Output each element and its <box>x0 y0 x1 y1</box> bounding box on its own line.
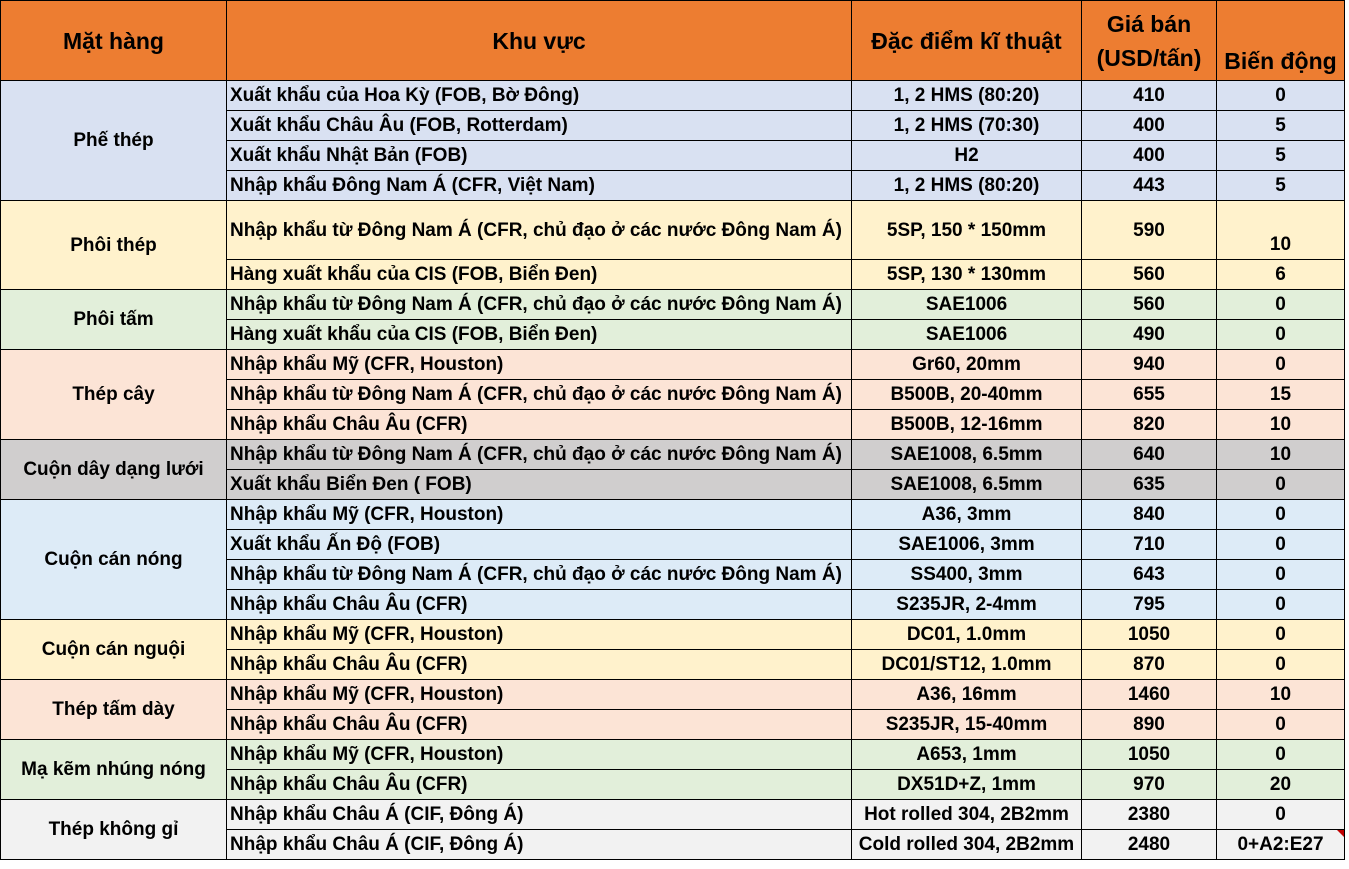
spec-cell[interactable]: SAE1006 <box>852 290 1082 320</box>
change-cell[interactable]: 0 <box>1217 710 1345 740</box>
group-hot-rolled-coil <box>1 500 1345 620</box>
region-cell[interactable]: Xuất khẩu Biển Đen ( FOB) <box>227 470 852 500</box>
comment-indicator-icon <box>1337 830 1344 837</box>
table-row <box>1 201 1345 260</box>
region-cell[interactable]: Nhập khẩu Châu Á (CIF, Đông Á) <box>227 800 852 830</box>
price-cell[interactable]: 710 <box>1082 530 1217 560</box>
spec-cell[interactable]: 1, 2 HMS (70:30) <box>852 111 1082 141</box>
header-change[interactable]: Biến động <box>1217 1 1345 81</box>
region-cell[interactable]: Xuất khẩu của Hoa Kỳ (FOB, Bờ Đông) <box>227 81 852 111</box>
region-cell[interactable]: Xuất khẩu Nhật Bản (FOB) <box>227 141 852 171</box>
table-row <box>1 620 1345 650</box>
category-cell[interactable]: Cuộn cán nguội <box>1 620 227 680</box>
region-cell[interactable]: Nhập khẩu Châu Âu (CFR) <box>227 590 852 620</box>
spec-cell[interactable]: Cold rolled 304, 2B2mm <box>852 830 1082 860</box>
spec-cell[interactable]: SAE1008, 6.5mm <box>852 470 1082 500</box>
price-cell[interactable]: 2480 <box>1082 830 1217 860</box>
change-cell[interactable]: 6 <box>1217 260 1345 290</box>
price-cell[interactable]: 890 <box>1082 710 1217 740</box>
change-cell[interactable]: 0 <box>1217 500 1345 530</box>
header-price-line2: (USD/tấn) <box>1096 44 1202 71</box>
spec-cell[interactable]: S235JR, 15-40mm <box>852 710 1082 740</box>
spec-cell[interactable]: H2 <box>852 141 1082 171</box>
spec-cell[interactable]: A36, 16mm <box>852 680 1082 710</box>
price-cell[interactable]: 560 <box>1082 290 1217 320</box>
price-cell[interactable]: 970 <box>1082 770 1217 800</box>
spec-cell[interactable]: 5SP, 150 * 150mm <box>852 201 1082 260</box>
category-cell[interactable]: Cuộn cán nóng <box>1 500 227 620</box>
price-cell[interactable]: 795 <box>1082 590 1217 620</box>
group-stainless <box>1 800 1345 860</box>
price-cell[interactable]: 400 <box>1082 141 1217 171</box>
spec-cell[interactable]: S235JR, 2-4mm <box>852 590 1082 620</box>
region-cell[interactable]: Nhập khẩu Mỹ (CFR, Houston) <box>227 680 852 710</box>
change-cell[interactable]: 0 <box>1217 560 1345 590</box>
group-cold-rolled-coil <box>1 620 1345 680</box>
region-cell[interactable]: Nhập khẩu từ Đông Nam Á (CFR, chủ đạo ở các nước Đông Nam Á) <box>227 290 852 320</box>
table-row <box>1 440 1345 470</box>
header-product[interactable]: Mặt hàng <box>1 1 227 81</box>
spec-cell[interactable]: DC01, 1.0mm <box>852 620 1082 650</box>
category-cell[interactable]: Phế thép <box>1 81 227 201</box>
price-cell[interactable]: 635 <box>1082 470 1217 500</box>
change-cell[interactable]: 0 <box>1217 620 1345 650</box>
table-row <box>1 290 1345 320</box>
region-cell[interactable]: Nhập khẩu Châu Á (CIF, Đông Á) <box>227 830 852 860</box>
price-cell[interactable]: 655 <box>1082 380 1217 410</box>
region-cell[interactable]: Nhập khẩu Châu Âu (CFR) <box>227 710 852 740</box>
change-cell[interactable]: 10 <box>1217 201 1345 260</box>
spec-cell[interactable]: A36, 3mm <box>852 500 1082 530</box>
change-cell[interactable]: 0 <box>1217 350 1345 380</box>
region-cell[interactable]: Nhập khẩu Châu Âu (CFR) <box>227 650 852 680</box>
category-cell[interactable]: Thép tấm dày <box>1 680 227 740</box>
spec-cell[interactable]: 5SP, 130 * 130mm <box>852 260 1082 290</box>
region-cell[interactable]: Nhập khẩu Châu Âu (CFR) <box>227 770 852 800</box>
region-cell[interactable]: Nhập khẩu từ Đông Nam Á (CFR, chủ đạo ở các nước Đông Nam Á) <box>227 440 852 470</box>
header-price-line1: Giá bán <box>1106 10 1192 37</box>
table-row <box>1 500 1345 530</box>
price-cell[interactable]: 490 <box>1082 320 1217 350</box>
spec-cell[interactable]: SAE1006 <box>852 320 1082 350</box>
region-cell[interactable]: Nhập khẩu Đông Nam Á (CFR, Việt Nam) <box>227 171 852 201</box>
region-cell[interactable]: Xuất khẩu Châu Âu (FOB, Rotterdam) <box>227 111 852 141</box>
region-cell[interactable]: Nhập khẩu Mỹ (CFR, Houston) <box>227 740 852 770</box>
price-cell[interactable]: 820 <box>1082 410 1217 440</box>
change-cell[interactable] <box>1217 830 1345 860</box>
change-cell[interactable]: 0 <box>1217 740 1345 770</box>
spec-cell[interactable]: SAE1008, 6.5mm <box>852 440 1082 470</box>
group-wire-rod <box>1 440 1345 500</box>
spec-cell[interactable]: DX51D+Z, 1mm <box>852 770 1082 800</box>
table-row <box>1 680 1345 710</box>
price-cell[interactable]: 400 <box>1082 111 1217 141</box>
spec-cell[interactable]: B500B, 20-40mm <box>852 380 1082 410</box>
category-cell[interactable]: Phôi tấm <box>1 290 227 350</box>
category-cell[interactable]: Thép cây <box>1 350 227 440</box>
price-cell[interactable]: 443 <box>1082 171 1217 201</box>
change-cell[interactable]: 5 <box>1217 111 1345 141</box>
change-cell[interactable]: 15 <box>1217 380 1345 410</box>
spec-cell[interactable]: 1, 2 HMS (80:20) <box>852 81 1082 111</box>
spec-cell[interactable]: 1, 2 HMS (80:20) <box>852 171 1082 201</box>
spec-cell[interactable]: Gr60, 20mm <box>852 350 1082 380</box>
change-cell[interactable]: 0 <box>1217 290 1345 320</box>
region-cell[interactable]: Hàng xuất khẩu của CIS (FOB, Biển Đen) <box>227 320 852 350</box>
region-cell[interactable]: Xuất khẩu Ấn Độ (FOB) <box>227 530 852 560</box>
price-cell[interactable]: 643 <box>1082 560 1217 590</box>
region-cell[interactable]: Hàng xuất khẩu của CIS (FOB, Biển Đen) <box>227 260 852 290</box>
group-rebar <box>1 350 1345 440</box>
change-cell-text: 0+A2:E27 <box>1237 834 1324 855</box>
change-cell[interactable]: 10 <box>1217 410 1345 440</box>
table-row <box>1 350 1345 380</box>
price-cell[interactable]: 590 <box>1082 201 1217 260</box>
table-row <box>1 740 1345 770</box>
category-cell[interactable]: Thép không gỉ <box>1 800 227 860</box>
category-cell[interactable]: Mạ kẽm nhúng nóng <box>1 740 227 800</box>
table-row <box>1 800 1345 830</box>
price-cell[interactable]: 1050 <box>1082 620 1217 650</box>
price-cell[interactable]: 840 <box>1082 500 1217 530</box>
change-cell[interactable]: 10 <box>1217 440 1345 470</box>
region-cell[interactable]: Nhập khẩu từ Đông Nam Á (CFR, chủ đạo ở các nước Đông Nam Á) <box>227 201 852 260</box>
category-cell[interactable]: Cuộn dây dạng lưới <box>1 440 227 500</box>
change-cell[interactable]: 10 <box>1217 680 1345 710</box>
price-cell[interactable]: 870 <box>1082 650 1217 680</box>
spec-cell[interactable]: DC01/ST12, 1.0mm <box>852 650 1082 680</box>
header-spec[interactable]: Đặc điểm kĩ thuật <box>852 1 1082 81</box>
region-cell[interactable]: Nhập khẩu Mỹ (CFR, Houston) <box>227 350 852 380</box>
price-cell[interactable]: 1050 <box>1082 740 1217 770</box>
header-row <box>1 1 1345 81</box>
group-hot-dip-galvanized <box>1 740 1345 800</box>
change-cell[interactable]: 5 <box>1217 171 1345 201</box>
spec-cell[interactable]: SS400, 3mm <box>852 560 1082 590</box>
spec-cell[interactable]: A653, 1mm <box>852 740 1082 770</box>
spec-cell[interactable]: SAE1006, 3mm <box>852 530 1082 560</box>
region-cell[interactable]: Nhập khẩu từ Đông Nam Á (CFR, chủ đạo ở các nước Đông Nam Á) <box>227 380 852 410</box>
group-scrap <box>1 81 1345 201</box>
header-region[interactable]: Khu vực <box>227 1 852 81</box>
region-cell[interactable]: Nhập khẩu từ Đông Nam Á (CFR, chủ đạo ở các nước Đông Nam Á) <box>227 560 852 590</box>
change-cell[interactable]: 0 <box>1217 530 1345 560</box>
change-cell[interactable]: 0 <box>1217 590 1345 620</box>
spec-cell[interactable]: Hot rolled 304, 2B2mm <box>852 800 1082 830</box>
change-cell[interactable]: 5 <box>1217 141 1345 171</box>
header-price[interactable] <box>1082 1 1217 81</box>
price-cell[interactable]: 2380 <box>1082 800 1217 830</box>
price-cell[interactable]: 560 <box>1082 260 1217 290</box>
price-cell[interactable]: 1460 <box>1082 680 1217 710</box>
change-cell[interactable]: 20 <box>1217 770 1345 800</box>
change-cell[interactable]: 0 <box>1217 470 1345 500</box>
category-cell[interactable]: Phôi thép <box>1 201 227 290</box>
change-cell[interactable]: 0 <box>1217 320 1345 350</box>
spec-cell[interactable]: B500B, 12-16mm <box>852 410 1082 440</box>
change-cell[interactable]: 0 <box>1217 800 1345 830</box>
group-billet <box>1 201 1345 290</box>
price-cell[interactable]: 640 <box>1082 440 1217 470</box>
table-row <box>1 81 1345 111</box>
change-cell[interactable]: 0 <box>1217 650 1345 680</box>
price-cell[interactable]: 940 <box>1082 350 1217 380</box>
change-cell[interactable]: 0 <box>1217 81 1345 111</box>
region-cell[interactable]: Nhập khẩu Châu Âu (CFR) <box>227 410 852 440</box>
group-heavy-plate <box>1 680 1345 740</box>
region-cell[interactable]: Nhập khẩu Mỹ (CFR, Houston) <box>227 620 852 650</box>
group-slab <box>1 290 1345 350</box>
price-cell[interactable]: 410 <box>1082 81 1217 111</box>
region-cell[interactable]: Nhập khẩu Mỹ (CFR, Houston) <box>227 500 852 530</box>
